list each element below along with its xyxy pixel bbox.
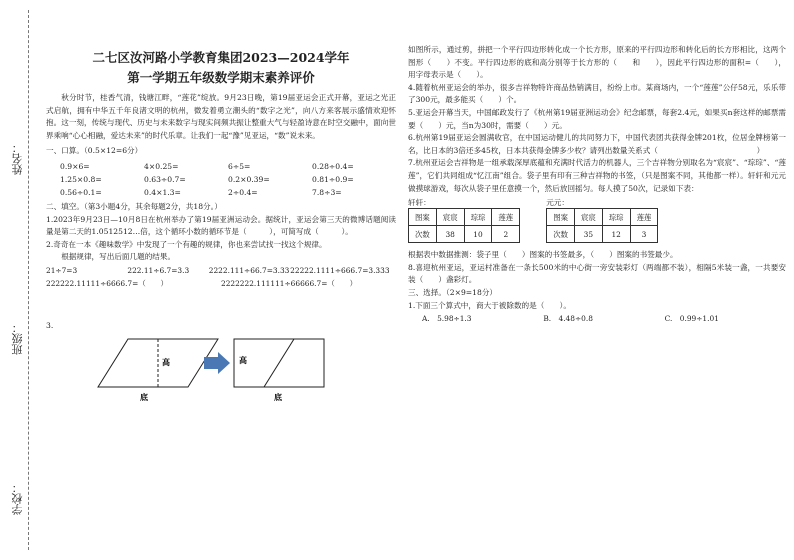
table-header-cell: 图案 <box>547 209 575 226</box>
pattern-item: 2222222.111111÷66666.7=（ ） <box>221 278 357 288</box>
mental-math-item: 4×0.25= <box>144 161 179 171</box>
table-cell: 38 <box>436 226 464 243</box>
table-row <box>409 226 520 243</box>
pattern-item: 222222.11111÷6666.7=（ ） <box>46 278 168 288</box>
choice-options <box>408 312 786 325</box>
table-b-label: 元元： <box>546 198 569 208</box>
section2-heading: 二、填空。（第3小题4分，其余每题2分，共18分。） <box>46 201 223 211</box>
rectangle-cut-line <box>264 339 294 387</box>
table-header-cell: 琮琮 <box>464 209 492 226</box>
parallelogram-to-rectangle-diagram <box>46 333 386 403</box>
table-cell: 3 <box>630 226 658 243</box>
table-row-label: 次数 <box>409 226 437 243</box>
mental-math-item: 1.25×0.8= <box>60 174 102 184</box>
intro-paragraph: 秋分时节，桂香气清，钱塘江畔，“莲花”绽放。9月23日晚，第19届亚运会正式开幕，亚运之光正式启航，拥有中华五千年良渚文明的杭州，微发着勇立潮头的“数字之光”，向八方来客展示盛情欢迎怀抱。这一刻，传统与现代、历史与未来数字与现实间频共振让整重大气与轻盈诗意在时空交融中，面向世界乘响“心心相融，爱达未来”的时代乐章。让我们一起“豫”见亚运，“数”说未来。 <box>46 93 396 140</box>
fill-question-7-followup: 根据表中数据推测：袋子里（ ）图案的书签最多，（ ）图案的书签最少。 <box>408 250 678 260</box>
mental-math-item: 0.56÷0.1= <box>60 187 102 197</box>
fill-question-4: 4.随着杭州亚运会的举办，很多吉祥物特许商品热销满目，纷纷上市。某商场内，一个“莲莲”公仔58元，乐乐带了300元，最多能买（ ）个。 <box>408 82 786 105</box>
rectangle-base-label: 底 <box>274 391 282 402</box>
mental-math-item: 0.81÷0.9= <box>312 174 354 184</box>
pattern-item: 222.11÷6.7=3.3 <box>127 265 190 275</box>
pattern-row-1 <box>46 264 396 277</box>
fill-question-2-line2: 根据规律，写出后面几题的结果。 <box>61 252 176 262</box>
table-header-cell: 莲莲 <box>630 209 658 226</box>
table-cell: 12 <box>602 226 630 243</box>
choice-option-b: B. 4.48÷0.8 <box>543 314 593 324</box>
section3-heading: 三、选择。（2×9=18分） <box>408 287 497 297</box>
mental-math-item: 0.4×1.3= <box>144 187 181 197</box>
fill-question-3-text: 如图所示，通过剪，拼把一个平行四边形转化成一个长方形，原来的平行四边形和转化后的长方形相比，这两个图形（ ）不变。平行四边形的底和高分别等于长方形的（ 和 ），因此平行四边形的面积=（ ），用字母表示是（ ）。 <box>408 45 786 80</box>
table-header-cell: 琮琮 <box>602 209 630 226</box>
table-cell: 2 <box>492 226 520 243</box>
right-column <box>408 0 786 560</box>
table-row <box>547 226 658 243</box>
table-header-cell: 图案 <box>409 209 437 226</box>
table-a-label: 轩轩： <box>408 198 431 208</box>
mental-math-item: 0.63÷0.7= <box>144 174 186 184</box>
pattern-row-2 <box>46 277 396 290</box>
binding-dashed-line <box>28 10 29 550</box>
choice-option-c: C. 0.99÷1.01 <box>664 314 719 324</box>
class-label: 班级： <box>11 322 24 355</box>
exam-title-line2: 第一学期五年级数学期末素养评价 <box>127 70 315 85</box>
parallelogram-base-label: 底 <box>140 391 148 402</box>
mental-math-item: 2÷0.4= <box>228 187 258 197</box>
table-row <box>547 209 658 226</box>
mental-math-item: 0.9×6= <box>60 161 90 171</box>
fill-question-6: 6.杭州第19届亚运会圆满收官，在中国运动健儿的共同努力下，中国代表团共获得金牌201枚，位居金牌榜第一名，比日本的3倍还多45枚，日本共获得金牌多少枚？请列出数量关系式（ ） <box>408 133 786 155</box>
exam-title-line1: 二七区汝河路小学教育集团2023—2024学年 <box>92 50 350 65</box>
name-label: 姓名： <box>11 142 24 175</box>
table-header-cell: 莲莲 <box>492 209 520 226</box>
mental-math-item: 0.2×0.39= <box>228 174 270 184</box>
section1-heading: 一、口算。（0.5×12=6分） <box>46 146 143 156</box>
fill-question-3-number: 3. <box>46 320 54 330</box>
table-cell: 35 <box>574 226 602 243</box>
pattern-item: 21÷7=3 <box>46 265 78 275</box>
fill-question-1: 1.2023年9月23日—10月8日在杭州举办了第19届亚洲运动会。据统计，亚运会第三天的微博话题阅读量是第二天的1.0512512…倍，这个循环小数的循环节是（ ），可简写成（ ）。 <box>46 214 396 237</box>
fill-question-7: 7.杭州亚运会吉祥物是一组承载深厚底蕴和充满时代活力的机器人，三个吉祥物分别取名为“宸宸”、“琮琮”、“莲莲”，它们共同组成“忆江南”组合。袋子里有印有三种吉祥物的书签，（只是图案不同，其他都一样）。轩轩和元元做摸球游戏，每次从袋子里任意摸一个，然后放回摇匀。每人摸了50次，记录如下表： <box>408 158 786 193</box>
mental-math-item: 7.8÷3= <box>312 187 342 197</box>
table-header-cell: 宸宸 <box>436 209 464 226</box>
table-b-block <box>546 197 658 243</box>
choice-question-1: 1.下面三个算式中，商大于被除数的是（ ）。 <box>408 300 571 310</box>
table-header-cell: 宸宸 <box>574 209 602 226</box>
mental-math-item: 0.28÷0.4= <box>312 161 354 171</box>
mental-math-grid <box>46 160 396 199</box>
binding-margin <box>0 0 38 560</box>
table-b <box>546 208 658 243</box>
parallelogram-height-label: 高 <box>162 356 170 367</box>
draw-record-tables <box>408 197 786 243</box>
pattern-item: 22222.1111÷666.7=3.333 <box>290 265 390 275</box>
mental-math-item: 6÷5= <box>228 161 251 171</box>
fill-question-8: 8.喜迎杭州亚运，亚运村准备在一条长500米的中心街一旁安装彩灯（两端都不装），相隔5米装一盏，一共要安装（ ）盏彩灯。 <box>408 262 786 285</box>
fill-question-5: 5.亚运会开幕当天，中国邮政发行了《杭州第19届亚洲运动会》纪念邮票，每套2.4元，如果买n套这样的邮票需要（ ）元，当n为30时，需要（ ）元。 <box>408 107 786 130</box>
choice-option-a: A. 5.98÷1.3 <box>422 314 472 324</box>
table-row-label: 次数 <box>547 226 575 243</box>
school-label: 学校： <box>11 482 24 515</box>
table-a-block <box>408 197 520 243</box>
table-a <box>408 208 520 243</box>
table-cell: 10 <box>464 226 492 243</box>
table-row <box>409 209 520 226</box>
pattern-item: 2222.111÷66.7=3.33 <box>208 265 290 275</box>
left-column <box>46 0 396 560</box>
rectangle-height-label: 高 <box>239 354 247 365</box>
fill-question-2-line1: 2.奇奇在一本《趣味数学》中发现了一个有趣的规律，你也来尝试找一找这个规律。 <box>46 239 327 249</box>
